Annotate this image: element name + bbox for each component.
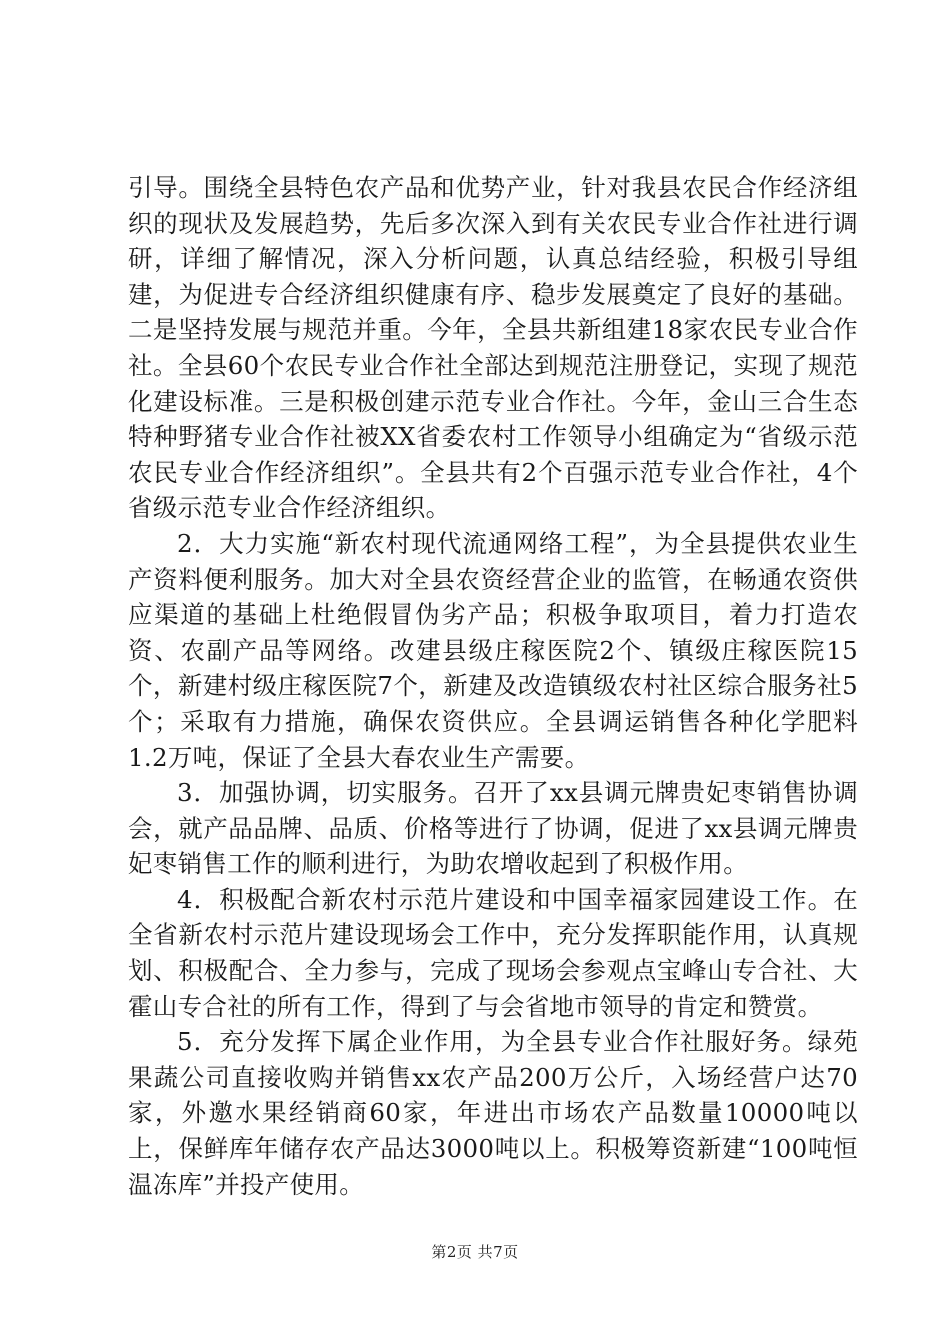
document-body <box>128 170 858 1202</box>
page-number-footer: 第2页 共7页 <box>431 1243 519 1261</box>
paragraph-item-4: 4．积极配合新农村示范片建设和中国幸福家园建设工作。在全省新农村示范片建设现场会工作中，充分发挥职能作用，认真规划、积极配合、全力参与，完成了现场会参观点宝峰山专合社、大霍山专合社的所有工作，得到了与会省地市领导的肯定和赞赏。 <box>128 884 858 1021</box>
paragraph-continuation: 引导。围绕全县特色农产品和优势产业，针对我县农民合作经济组织的现状及发展趋势，先后多次深入到有关农民专业合作社进行调研，详细了解情况，深入分析问题，认真总结经验，积极引导组建，为促进专合经济组织健康有序、稳步发展奠定了良好的基础。二是坚持发展与规范并重。今年，全县共新组建18家农民专业合作社。全县60个农民专业合作社全部达到规范注册登记，实现了规范化建设标准。三是积极创建示范专业合作社。今年，金山三合生态特种野猪专业合作社被XX省委农村工作领导小组确定为“省级示范农民专业合作经济组织”。全县共有2个百强示范专业合作社，4个省级示范专业合作经济组织。 <box>128 173 858 523</box>
paragraph-item-2: 2．大力实施“新农村现代流通网络工程”，为全县提供农业生产资料便利服务。加大对全县农资经营企业的监管，在畅通农资供应渠道的基础上杜绝假冒伪劣产品；积极争取项目，着力打造农资、农副产品等网络。改建县级庄稼医院2个、镇级庄稼医院15个，新建村级庄稼医院7个，新建及改造镇级农村社区综合服务社5个；采取有力措施，确保农资供应。全县调运销售各种化学肥料1.2万吨，保证了全县大春农业生产需要。 <box>128 528 858 772</box>
paragraph-item-3: 3．加强协调，切实服务。召开了xx县调元牌贵妃枣销售协调会，就产品品牌、品质、价格等进行了协调，促进了xx县调元牌贵妃枣销售工作的顺利进行，为助农增收起到了积极作用。 <box>128 778 858 879</box>
paragraph-item-5: 5．充分发挥下属企业作用，为全县专业合作社服好务。绿苑果蔬公司直接收购并销售xx农产品200万公斤，入场经营户达70家，外邀水果经销商60家，年进出市场农产品数量10000吨以上，保鲜库年储存农产品达3000吨以上。积极筹资新建“100吨恒温冻库”并投产使用。 <box>128 1027 858 1199</box>
